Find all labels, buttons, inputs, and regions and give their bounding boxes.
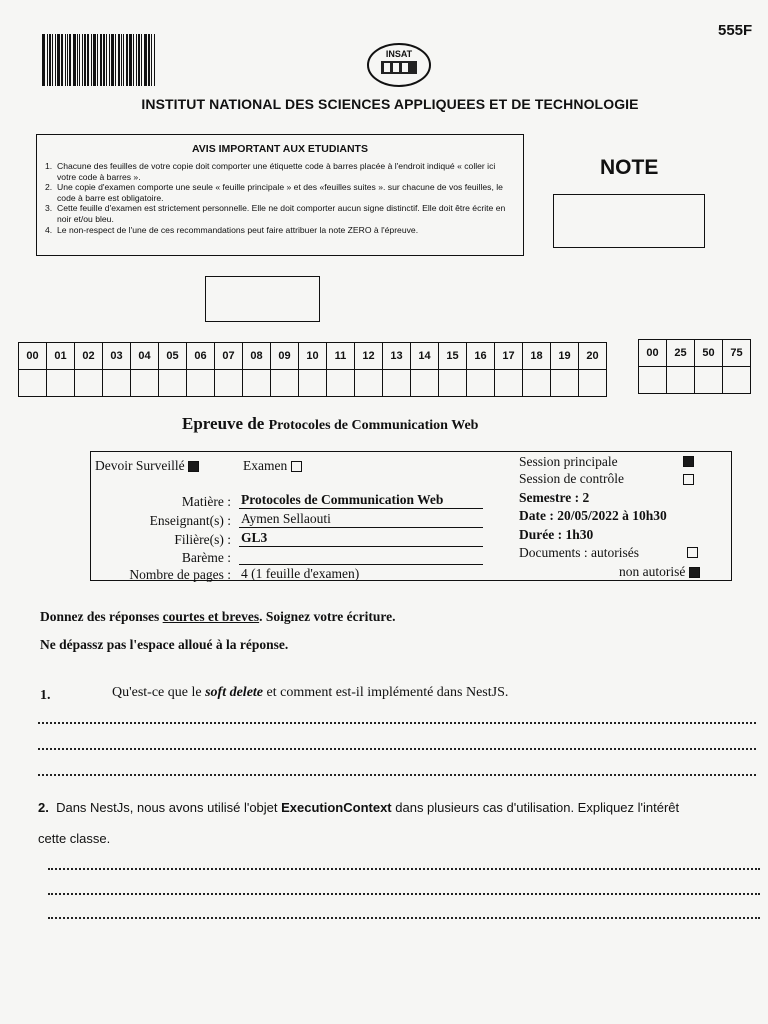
filiere-label: Filière(s) : bbox=[174, 532, 231, 547]
fractions-cell[interactable] bbox=[723, 367, 751, 394]
points-cell[interactable] bbox=[19, 370, 47, 397]
points-label: 20 bbox=[579, 343, 607, 370]
points-label: 01 bbox=[47, 343, 75, 370]
barcode-bar bbox=[136, 34, 137, 86]
points-cell[interactable] bbox=[187, 370, 215, 397]
points-cell[interactable] bbox=[103, 370, 131, 397]
notice-item: 4. Le non-respect de l'une de ces recommandations peut faire attribuer la note ZERO à l'épreuve. bbox=[45, 224, 419, 235]
barcode-bar bbox=[84, 34, 86, 86]
points-grid bbox=[18, 342, 607, 397]
points-cell[interactable] bbox=[495, 370, 523, 397]
barcode-bar bbox=[126, 34, 128, 86]
bareme-label: Barème : bbox=[181, 550, 231, 565]
sheet-code: 555F bbox=[718, 22, 753, 39]
barcode-bar bbox=[106, 34, 107, 86]
session-controle-option bbox=[519, 471, 624, 487]
points-cell[interactable] bbox=[159, 370, 187, 397]
barcode-bar bbox=[144, 34, 147, 86]
session-controle-checkbox[interactable] bbox=[683, 474, 694, 485]
points-cell[interactable] bbox=[299, 370, 327, 397]
examen-label: Examen bbox=[243, 458, 288, 473]
logo-text: INSAT bbox=[385, 49, 413, 59]
matiere-value: Protocoles de Communication Web bbox=[239, 492, 483, 509]
points-cell[interactable] bbox=[243, 370, 271, 397]
fractions-label: 75 bbox=[723, 340, 751, 367]
points-label: 10 bbox=[299, 343, 327, 370]
barcode-bar bbox=[115, 34, 116, 86]
barcode-bar bbox=[57, 34, 60, 86]
devoir-option bbox=[95, 458, 199, 474]
barcode-bar bbox=[103, 34, 105, 86]
non-autorise-checkbox[interactable] bbox=[689, 567, 700, 578]
points-label: 06 bbox=[187, 343, 215, 370]
notice-item: 2. Une copie d'examen comporte une seule « feuille principale » et des «feuilles suites ». sur chacune de vos feuilles, le code à barre est obligatoire. bbox=[45, 182, 503, 203]
answer-line[interactable] bbox=[48, 868, 760, 870]
session-principale-label: Session principale bbox=[519, 454, 618, 469]
non-autorise-label: non autorisé bbox=[619, 564, 686, 579]
points-label: 03 bbox=[103, 343, 131, 370]
answer-line[interactable] bbox=[38, 748, 756, 750]
points-cell[interactable] bbox=[327, 370, 355, 397]
barcode-bar bbox=[151, 34, 152, 86]
points-cell[interactable] bbox=[75, 370, 103, 397]
barcode-bar bbox=[133, 34, 134, 86]
notice-item: 3. Cette feuille d'examen est strictement personnelle. Elle ne doit comporter aucun signe distinctif. Elle doit être écrite en noir et/ou bleu. bbox=[45, 203, 506, 224]
devoir-label: Devoir Surveillé bbox=[95, 458, 185, 473]
barcode-bar bbox=[100, 34, 102, 86]
devoir-checkbox[interactable] bbox=[188, 461, 199, 472]
notice-title: AVIS IMPORTANT AUX ETUDIANTS bbox=[192, 143, 368, 155]
answer-line[interactable] bbox=[48, 917, 760, 919]
points-cell[interactable] bbox=[215, 370, 243, 397]
pages-label: Nombre de pages : bbox=[129, 567, 231, 582]
instruction-line-2: Ne dépassz pas l'espace alloué à la réponse. bbox=[40, 637, 289, 652]
barcode-bar bbox=[79, 34, 80, 86]
fractions-cell[interactable] bbox=[667, 367, 695, 394]
question-1-number: 1. bbox=[40, 688, 51, 703]
matiere-label: Matière : bbox=[181, 494, 231, 509]
barcode-bar bbox=[93, 34, 96, 86]
insat-logo-icon bbox=[365, 42, 433, 88]
points-label: 04 bbox=[131, 343, 159, 370]
points-cell[interactable] bbox=[355, 370, 383, 397]
examen-option bbox=[243, 458, 302, 474]
institute-title: INSTITUT NATIONAL DES SCIENCES APPLIQUEES ET DE TECHNOLOGIE bbox=[141, 96, 639, 112]
barcode-bar bbox=[49, 34, 51, 86]
points-label: 13 bbox=[383, 343, 411, 370]
points-cell[interactable] bbox=[411, 370, 439, 397]
notice-item: 1. Chacune des feuilles de votre copie doit comporter une étiquette code à barres placée à l'endroit indiqué « coller ici votre code à barres ». bbox=[45, 161, 496, 182]
points-cell[interactable] bbox=[579, 370, 607, 397]
barcode-bar bbox=[87, 34, 89, 86]
points-label: 19 bbox=[551, 343, 579, 370]
bareme-value bbox=[239, 564, 483, 565]
barcode-bar bbox=[118, 34, 120, 86]
exam-date: Date : 20/05/2022 à 10h30 bbox=[519, 508, 667, 523]
documents-option bbox=[519, 545, 639, 561]
note-label: NOTE bbox=[600, 156, 659, 179]
question-2-text-continued: cette classe. bbox=[38, 831, 111, 846]
question-2-text: 2. Dans NestJs, nous avons utilisé l'objet ExecutionContext dans plusieurs cas d'utilisation. Expliquez l'intérêt bbox=[38, 800, 680, 815]
points-label: 17 bbox=[495, 343, 523, 370]
semestre: Semestre : 2 bbox=[519, 490, 590, 505]
points-cell[interactable] bbox=[439, 370, 467, 397]
points-label: 09 bbox=[271, 343, 299, 370]
barcode-bar bbox=[82, 34, 83, 86]
points-cell[interactable] bbox=[467, 370, 495, 397]
points-label: 18 bbox=[523, 343, 551, 370]
points-cell[interactable] bbox=[523, 370, 551, 397]
barcode-bar bbox=[42, 34, 45, 86]
points-label: 05 bbox=[159, 343, 187, 370]
barcode-bar bbox=[138, 34, 140, 86]
points-label: 12 bbox=[355, 343, 383, 370]
points-cell[interactable] bbox=[271, 370, 299, 397]
exam-title bbox=[182, 414, 478, 434]
barcode-bar bbox=[97, 34, 98, 86]
points-label: 07 bbox=[215, 343, 243, 370]
fractions-label: 25 bbox=[667, 340, 695, 367]
documents-label: Documents : autorisés bbox=[519, 545, 639, 560]
answer-line[interactable] bbox=[38, 722, 756, 724]
session-principale-checkbox[interactable] bbox=[683, 456, 694, 467]
barcode-bar bbox=[123, 34, 124, 86]
points-label: 14 bbox=[411, 343, 439, 370]
barcode-bar bbox=[55, 34, 56, 86]
barcode-bar bbox=[91, 34, 92, 86]
barcode-bar bbox=[111, 34, 114, 86]
barcode bbox=[42, 34, 168, 86]
points-label: 02 bbox=[75, 343, 103, 370]
barcode-bar bbox=[61, 34, 63, 86]
points-label: 08 bbox=[243, 343, 271, 370]
fractions-cell[interactable] bbox=[639, 367, 667, 394]
enseignant-value: Aymen Sellaouti bbox=[239, 511, 483, 528]
barcode-bar bbox=[141, 34, 142, 86]
barcode-bar bbox=[77, 34, 78, 86]
barcode-bar bbox=[73, 34, 76, 86]
points-label: 16 bbox=[467, 343, 495, 370]
barcode-bar bbox=[67, 34, 68, 86]
barcode-bar bbox=[47, 34, 48, 86]
points-cell[interactable] bbox=[383, 370, 411, 397]
documents-autorises-checkbox[interactable] bbox=[687, 547, 698, 558]
instruction-line-1: Donnez des réponses courtes et breves. Soignez votre écriture. bbox=[40, 609, 396, 624]
exam-title-prefix: Epreuve de bbox=[182, 414, 265, 433]
answer-line[interactable] bbox=[48, 893, 760, 895]
barcode-bar bbox=[154, 34, 155, 86]
filiere-value: GL3 bbox=[239, 530, 483, 547]
points-label: 00 bbox=[19, 343, 47, 370]
non-autorise-option bbox=[619, 564, 700, 580]
exam-duration: Durée : 1h30 bbox=[519, 527, 594, 542]
exam-title-subject: Protocoles de Communication Web bbox=[268, 418, 479, 433]
notice-list bbox=[45, 161, 515, 235]
barcode-bar bbox=[109, 34, 110, 86]
fractions-cell[interactable] bbox=[695, 367, 723, 394]
barcode-bar bbox=[148, 34, 150, 86]
points-cell[interactable] bbox=[131, 370, 159, 397]
points-label: 11 bbox=[327, 343, 355, 370]
barcode-bar bbox=[52, 34, 53, 86]
session-controle-label: Session de contrôle bbox=[519, 471, 624, 486]
fractions-label: 50 bbox=[695, 340, 723, 367]
fraction-grid bbox=[638, 339, 751, 394]
exam-info-box bbox=[90, 451, 732, 581]
enseignant-label: Enseignant(s) : bbox=[149, 513, 231, 528]
barcode-bar bbox=[69, 34, 71, 86]
fractions-label: 00 bbox=[639, 340, 667, 367]
points-label: 15 bbox=[439, 343, 467, 370]
pages-value: 4 (1 feuille d'examen) bbox=[241, 566, 360, 581]
answer-line[interactable] bbox=[38, 774, 756, 776]
barcode-bar bbox=[65, 34, 66, 86]
examen-checkbox[interactable] bbox=[291, 461, 302, 472]
question-1-text: Qu'est-ce que le soft delete et comment est-il implémenté dans NestJS. bbox=[112, 685, 509, 700]
session-principale-option bbox=[519, 454, 618, 470]
barcode-bar bbox=[129, 34, 132, 86]
notice-box bbox=[36, 134, 524, 256]
barcode-bar bbox=[121, 34, 122, 86]
points-cell[interactable] bbox=[47, 370, 75, 397]
points-cell[interactable] bbox=[551, 370, 579, 397]
note-box[interactable] bbox=[553, 194, 705, 248]
student-id-box[interactable] bbox=[205, 276, 320, 322]
